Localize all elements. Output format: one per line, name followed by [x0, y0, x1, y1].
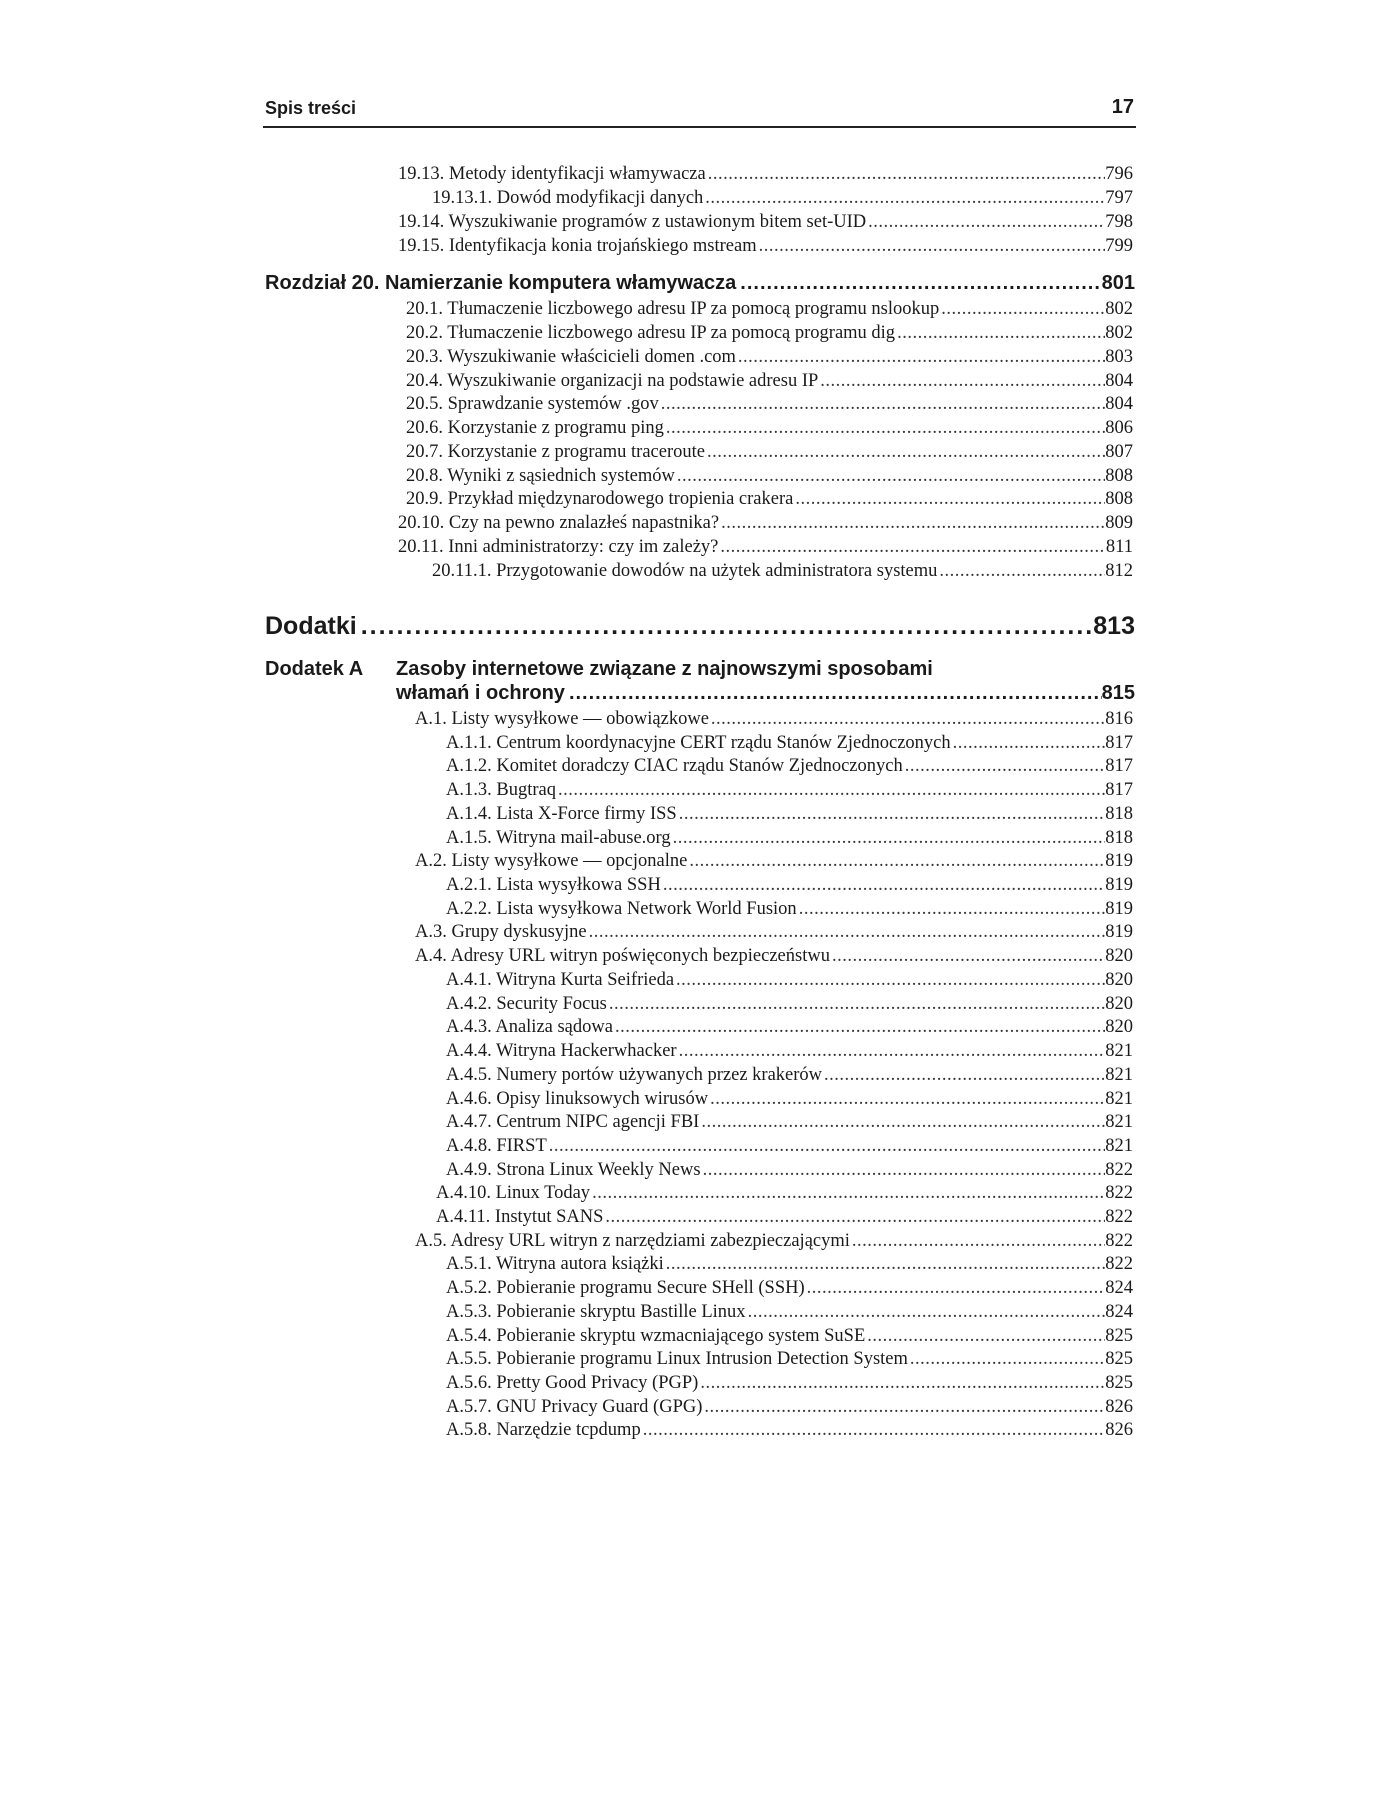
toc-entry[interactable] [446, 1135, 1133, 1158]
running-head-title: Spis treści [265, 98, 357, 118]
leader-dots [547, 1135, 1106, 1158]
toc-entry-page: 820 [1105, 1017, 1133, 1037]
toc-entry[interactable] [406, 298, 1133, 321]
leader-dots [951, 732, 1106, 755]
toc-entry[interactable] [446, 755, 1133, 778]
toc-entry-label: A.5.4. Pobieranie skryptu wzmacniającego system SuSE [446, 1326, 866, 1346]
toc-entry-label: 20.1. Tłumaczenie liczbowego adresu IP za pomocą programu nslookup [406, 299, 940, 319]
running-head-page-number: 17 [1111, 96, 1134, 118]
toc-entry-page: 798 [1105, 212, 1133, 232]
toc-entry[interactable] [446, 1348, 1133, 1371]
toc-entry-label: 20.9. Przykład międzynarodowego tropienia crakera [406, 489, 794, 509]
leader-dots [850, 1230, 1105, 1253]
toc-entry-page: 819 [1105, 851, 1133, 871]
toc-entry[interactable] [415, 708, 1133, 731]
toc-entry[interactable] [446, 1396, 1133, 1419]
toc-entry-page: 808 [1105, 489, 1133, 509]
toc-entry-label: 20.6. Korzystanie z programu ping [406, 418, 664, 438]
leader-dots [671, 827, 1106, 850]
toc-entry-page: 822 [1105, 1160, 1133, 1180]
toc-entry-label: A.5.3. Pobieranie skryptu Bastille Linux [446, 1302, 746, 1322]
leader-dots [687, 850, 1105, 873]
appendix-title-line1: Zasoby internetowe związane z najnowszymi sposobami [396, 658, 933, 680]
leader-dots [357, 610, 1094, 642]
toc-entry-page: 812 [1105, 561, 1133, 581]
toc-entry-page: 797 [1105, 188, 1133, 208]
leader-dots [718, 536, 1106, 559]
leader-dots [822, 1064, 1105, 1087]
toc-appendix-a[interactable] [396, 680, 1135, 706]
leader-dots [603, 1206, 1105, 1229]
toc-entry-page: 821 [1105, 1065, 1133, 1085]
toc-entry-page: 803 [1105, 347, 1133, 367]
toc-entry[interactable] [446, 1088, 1133, 1111]
toc-entry-label: 20.8. Wyniki z sąsiednich systemów [406, 466, 675, 486]
leader-dots [908, 1348, 1105, 1371]
leader-dots [736, 346, 1105, 369]
toc-entry[interactable] [446, 1253, 1133, 1276]
toc-entry-label: 20.11.1. Przygotowanie dowodów na użytek administratora systemu [432, 561, 938, 581]
toc-entry-page: 825 [1105, 1373, 1133, 1393]
toc-entry-label: A.4.1. Witryna Kurta Seifrieda [446, 970, 675, 990]
leader-dots [797, 898, 1106, 921]
toc-entry-page: 818 [1105, 804, 1133, 824]
toc-entry-page: 821 [1105, 1089, 1133, 1109]
toc-entry-label: A.3. Grupy dyskusyjne [415, 922, 587, 942]
toc-entry[interactable] [406, 370, 1133, 393]
toc-entry-page: 820 [1105, 946, 1133, 966]
toc-entry[interactable] [432, 187, 1133, 210]
toc-entry-label: A.5.1. Witryna autora książki [446, 1254, 664, 1274]
leader-dots [706, 163, 1106, 186]
leader-dots [664, 417, 1105, 440]
leader-dots [866, 211, 1105, 234]
part-title: Dodatki [265, 612, 357, 640]
toc-entry[interactable] [398, 235, 1133, 258]
leader-dots [818, 370, 1105, 393]
toc-entry-label: A.2. Listy wysyłkowe — opcjonalne [415, 851, 688, 871]
leader-dots [587, 921, 1106, 944]
toc-entry-label: 19.13.1. Dowód modyfikacji danych [432, 188, 704, 208]
toc-entry-label: A.1. Listy wysyłkowe — obowiązkowe [415, 709, 709, 729]
leader-dots [793, 488, 1105, 511]
toc-entry-label: 20.5. Sprawdzanie systemów .gov [406, 394, 659, 414]
appendix-title-line2: włamań i ochrony [396, 682, 565, 704]
toc-entry-page: 819 [1105, 899, 1133, 919]
toc-entry[interactable] [446, 1301, 1133, 1324]
toc-entry-page: 819 [1105, 875, 1133, 895]
toc-entry[interactable] [406, 488, 1133, 511]
toc-entry-page: 826 [1105, 1397, 1133, 1417]
toc-entry[interactable] [446, 1277, 1133, 1300]
leader-dots [556, 779, 1105, 802]
toc-entry-label: A.4.5. Numery portów używanych przez krakerów [446, 1065, 823, 1085]
leader-dots [937, 560, 1105, 583]
toc-entry[interactable] [415, 850, 1133, 873]
toc-entry[interactable] [446, 1419, 1133, 1442]
leader-dots [736, 270, 1101, 296]
toc-entry-label: A.2.2. Lista wysyłkowa Network World Fusion [446, 899, 797, 919]
leader-dots [705, 441, 1105, 464]
toc-entry[interactable] [446, 1064, 1133, 1087]
running-head [263, 96, 1136, 128]
toc-entry[interactable] [406, 417, 1133, 440]
leader-dots [746, 1301, 1106, 1324]
toc-entry-page: 806 [1105, 418, 1133, 438]
toc-part-dodatki[interactable] [265, 610, 1135, 642]
leader-dots [699, 1111, 1105, 1134]
toc-entry-label: A.5.8. Narzędzie tcpdump [446, 1420, 641, 1440]
toc-entry-page: 821 [1105, 1041, 1133, 1061]
toc-entry-label: A.5.6. Pretty Good Privacy (PGP) [446, 1373, 699, 1393]
leader-dots [719, 512, 1105, 535]
toc-entry-page: 820 [1105, 970, 1133, 990]
toc-entry-label: A.4.4. Witryna Hackerwhacker [446, 1041, 677, 1061]
toc-entry-page: 825 [1105, 1349, 1133, 1369]
toc-entry-page: 822 [1105, 1254, 1133, 1274]
toc-entry[interactable] [446, 779, 1133, 802]
leader-dots [709, 708, 1105, 731]
toc-entry[interactable] [446, 1040, 1133, 1063]
toc-entry-page: 821 [1105, 1136, 1133, 1156]
toc-entry-page: 820 [1105, 994, 1133, 1014]
leader-dots [661, 874, 1105, 897]
toc-entry-label: A.1.5. Witryna mail-abuse.org [446, 828, 671, 848]
toc-entry-label: A.4.8. FIRST [446, 1136, 547, 1156]
toc-entry[interactable] [446, 1111, 1133, 1134]
toc-entry[interactable] [446, 993, 1133, 1016]
toc-entry[interactable] [406, 346, 1133, 369]
leader-dots [677, 803, 1106, 826]
toc-entry-label: A.4.10. Linux Today [436, 1183, 591, 1203]
toc-entry-label: A.5.7. GNU Privacy Guard (GPG) [446, 1397, 703, 1417]
toc-entry-page: 817 [1105, 780, 1133, 800]
toc-entry[interactable] [398, 211, 1133, 234]
toc-entry-label: 20.7. Korzystanie z programu traceroute [406, 442, 705, 462]
toc-entry-label: A.5.5. Pobieranie programu Linux Intrusion Detection System [446, 1349, 908, 1369]
leader-dots [674, 969, 1105, 992]
toc-entry-label: A.1.3. Bugtraq [446, 780, 556, 800]
toc-entry-page: 796 [1105, 164, 1133, 184]
toc-entry[interactable] [446, 803, 1133, 826]
toc-entry[interactable] [446, 827, 1133, 850]
toc-entry-page: 819 [1105, 922, 1133, 942]
toc-entry[interactable] [446, 874, 1133, 897]
toc-entry-label: A.4.3. Analiza sądowa [446, 1017, 613, 1037]
toc-entry-page: 817 [1105, 756, 1133, 776]
leader-dots [805, 1277, 1106, 1300]
toc-entry-page: 822 [1105, 1231, 1133, 1251]
toc-entry[interactable] [398, 163, 1133, 186]
leader-dots [677, 1040, 1106, 1063]
toc-entry-label: A.5.2. Pobieranie programu Secure SHell (SSH) [446, 1278, 805, 1298]
toc-entry[interactable] [446, 898, 1133, 921]
leader-dots [757, 235, 1106, 258]
toc-entry-label: A.4.6. Opisy linuksowych wirusów [446, 1089, 709, 1109]
toc-entry[interactable] [446, 1372, 1133, 1395]
toc-entry-label: 19.15. Identyfikacja konia trojańskiego mstream [398, 236, 757, 256]
toc-entry-page: 808 [1105, 466, 1133, 486]
toc-entry[interactable] [432, 560, 1133, 583]
leader-dots [641, 1419, 1106, 1442]
leader-dots [698, 1372, 1105, 1395]
toc-entry-page: 809 [1105, 513, 1133, 533]
toc-entry[interactable] [446, 1159, 1133, 1182]
toc-entry[interactable] [398, 512, 1133, 535]
toc-entry-label: 19.13. Metody identyfikacji włamywacza [398, 164, 706, 184]
toc-entry[interactable] [446, 969, 1133, 992]
chapter-page: 801 [1101, 272, 1135, 294]
toc-entry-label: 20.11. Inni administratorzy: czy im zależy? [398, 537, 719, 557]
leader-dots [590, 1182, 1105, 1205]
toc-entry-label: A.1.2. Komitet doradczy CIAC rządu Stanów Zjednoczonych [446, 756, 903, 776]
toc-entry[interactable] [415, 921, 1133, 944]
toc-entry[interactable] [415, 1230, 1133, 1253]
toc-entry-page: 821 [1105, 1112, 1133, 1132]
toc-entry-label: 19.14. Wyszukiwanie programów z ustawionym bitem set-UID [398, 212, 867, 232]
toc-entry-label: 20.3. Wyszukiwanie właścicieli domen .com [406, 347, 736, 367]
toc-entry-page: 826 [1105, 1420, 1133, 1440]
part-page: 813 [1093, 612, 1135, 640]
toc-entry[interactable] [406, 441, 1133, 464]
leader-dots [865, 1325, 1105, 1348]
leader-dots [565, 680, 1102, 706]
toc-entry[interactable] [436, 1182, 1133, 1205]
toc-entry[interactable] [406, 465, 1133, 488]
toc-entry[interactable] [436, 1206, 1133, 1229]
toc-entry-page: 818 [1105, 828, 1133, 848]
toc-entry-label: A.4. Adresy URL witryn poświęconych bezpieczeństwu [415, 946, 830, 966]
toc-entry-page: 817 [1105, 733, 1133, 753]
toc-entry-label: A.1.1. Centrum koordynacyjne CERT rządu Stanów Zjednoczonych [446, 733, 951, 753]
toc-entry-page: 804 [1105, 371, 1133, 391]
toc-entry-page: 799 [1105, 236, 1133, 256]
leader-dots [613, 1016, 1105, 1039]
toc-entry-page: 822 [1105, 1207, 1133, 1227]
toc-entry-label: A.1.4. Lista X-Force firmy ISS [446, 804, 677, 824]
leader-dots [607, 993, 1105, 1016]
toc-entry[interactable] [446, 1325, 1133, 1348]
chapter-title: Rozdział 20. Namierzanie komputera włamywacza [265, 272, 737, 294]
toc-entry[interactable] [446, 1016, 1133, 1039]
toc-chapter-20[interactable] [265, 270, 1135, 296]
toc-entry-page: 824 [1105, 1302, 1133, 1322]
toc-entry-page: 804 [1105, 394, 1133, 414]
toc-entry[interactable] [398, 536, 1133, 559]
toc-entry-page: 807 [1105, 442, 1133, 462]
toc-entry-label: A.4.11. Instytut SANS [436, 1207, 604, 1227]
toc-entry-label: 20.4. Wyszukiwanie organizacji na podstawie adresu IP [406, 371, 819, 391]
toc-entry-label: A.4.2. Security Focus [446, 994, 607, 1014]
leader-dots [675, 465, 1105, 488]
toc-entry-page: 825 [1105, 1326, 1133, 1346]
toc-entry-label: A.2.1. Lista wysyłkowa SSH [446, 875, 661, 895]
toc-entry-page: 822 [1105, 1183, 1133, 1203]
toc-entry-label: 20.2. Tłumaczenie liczbowego adresu IP za pomocą programu dig [406, 323, 896, 343]
toc-entry-label: A.5. Adresy URL witryn z narzędziami zabezpieczającymi [415, 1231, 850, 1251]
appendix-page: 815 [1101, 682, 1135, 704]
leader-dots [939, 298, 1105, 321]
toc-entry-page: 811 [1105, 537, 1133, 557]
toc-entry-page: 816 [1105, 709, 1133, 729]
toc-entry[interactable] [406, 393, 1133, 416]
leader-dots [664, 1253, 1105, 1276]
toc-entry[interactable] [446, 732, 1133, 755]
toc-entry-page: 824 [1105, 1278, 1133, 1298]
toc-entry-page: 802 [1105, 323, 1133, 343]
leader-dots [895, 322, 1105, 345]
toc-entry-label: A.4.7. Centrum NIPC agencji FBI [446, 1112, 700, 1132]
appendix-label: Dodatek A [265, 658, 364, 680]
leader-dots [830, 945, 1105, 968]
leader-dots [703, 187, 1105, 210]
toc-entry[interactable] [415, 945, 1133, 968]
leader-dots [659, 393, 1105, 416]
toc-entry-label: A.4.9. Strona Linux Weekly News [446, 1160, 701, 1180]
toc-entry-label: 20.10. Czy na pewno znalazłeś napastnika? [398, 513, 720, 533]
toc-entry-page: 802 [1105, 299, 1133, 319]
leader-dots [701, 1159, 1106, 1182]
leader-dots [702, 1396, 1105, 1419]
toc-entry[interactable] [406, 322, 1133, 345]
leader-dots [903, 755, 1106, 778]
leader-dots [708, 1088, 1105, 1111]
